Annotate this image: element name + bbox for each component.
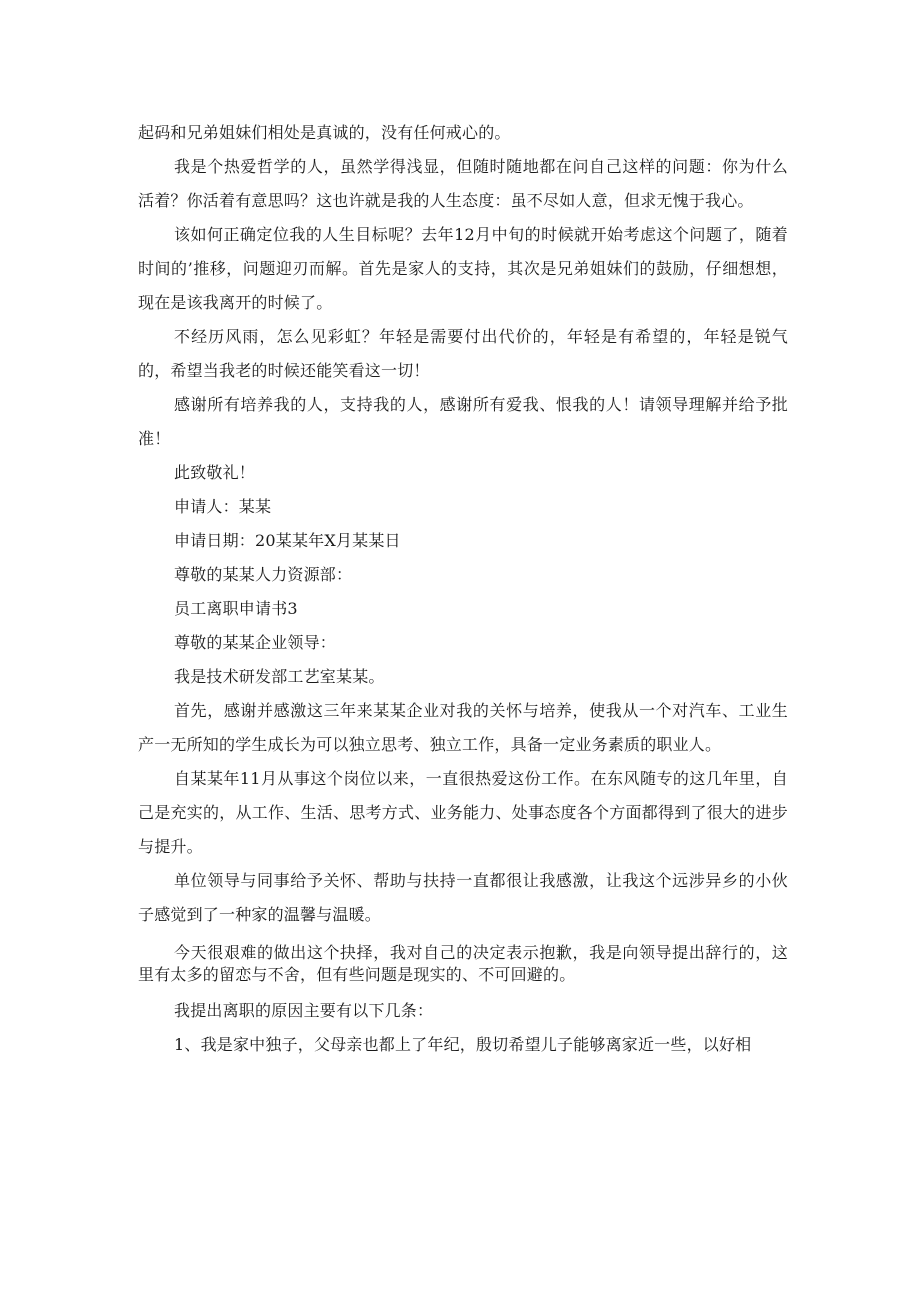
self-introduction: 我是技术研发部工艺室某某。: [174, 667, 385, 686]
paragraph-continuation: 起码和兄弟姐妹们相处是真诚的，没有任何戒心的。: [138, 123, 511, 142]
paragraph-reasons-intro: 我提出离职的原因主要有以下几条：: [174, 1001, 434, 1020]
closing-salutation: 此致敬礼！: [174, 463, 256, 482]
paragraph-thanks: 感谢所有培养我的人，支持我的人，感谢所有爱我、恨我的人！请领导理解并给予批准！: [138, 395, 788, 448]
paragraph-youth: 不经历风雨，怎么见彩虹？年轻是需要付出代价的，年轻是有希望的，年轻是锐气的，希望当我老的时候还能笑看这一切！: [138, 327, 788, 380]
paragraph-philosophy: 我是个热爱哲学的人，虽然学得浅显，但随时随地都在问自己这样的问题：你为什么活着？你活着有意思吗？这也许就是我的人生态度：虽不尽如人意，但求无愧于我心。: [138, 157, 788, 210]
reason-item-1: 1、我是家中独子，父母亲也都上了年纪，殷切希望儿子能够离家近一些，以好相: [174, 1035, 752, 1054]
section-title: 员工离职申请书3: [174, 599, 298, 618]
paragraph-gratitude: 首先，感谢并感激这三年来某某企业对我的关怀与培养，使我从一个对汽车、工业生产一无所知的学生成长为可以独立思考、独立工作，具备一定业务素质的职业人。: [138, 701, 788, 754]
application-date-line: 申请日期：20某某年X月某某日: [174, 531, 401, 550]
document-body: [138, 116, 788, 1062]
leader-addressee: 尊敬的某某企业领导：: [174, 633, 337, 652]
paragraph-life-goal: 该如何正确定位我的人生目标呢？去年12月中旬的时候就开始考虑这个问题了，随着时间的’推移，问题迎刃而解。首先是家人的支持，其次是兄弟姐妹们的鼓励，仔细想想，现在是该我离开的时候了。: [138, 225, 788, 312]
paragraph-colleagues: 单位领导与同事给予关怀、帮助与扶持一直都很让我感激，让我这个远涉异乡的小伙子感觉到了一种家的温馨与温暖。: [138, 871, 788, 924]
paragraph-work-history: 自某某年11月从事这个岗位以来，一直很热爱这份工作。在东风随专的这几年里，自己是充实的，从工作、生活、思考方式、业务能力、处事态度各个方面都得到了很大的进步与提升。: [138, 769, 788, 856]
applicant-line: 申请人：某某: [174, 497, 272, 516]
hr-addressee: 尊敬的某某人力资源部：: [174, 565, 353, 584]
paragraph-decision: 今天很艰难的做出这个抉择，我对自己的决定表示抱歉，我是向领导提出辞行的，这里有太多的留恋与不舍，但有些问题是现实的、不可回避的。: [138, 943, 788, 984]
